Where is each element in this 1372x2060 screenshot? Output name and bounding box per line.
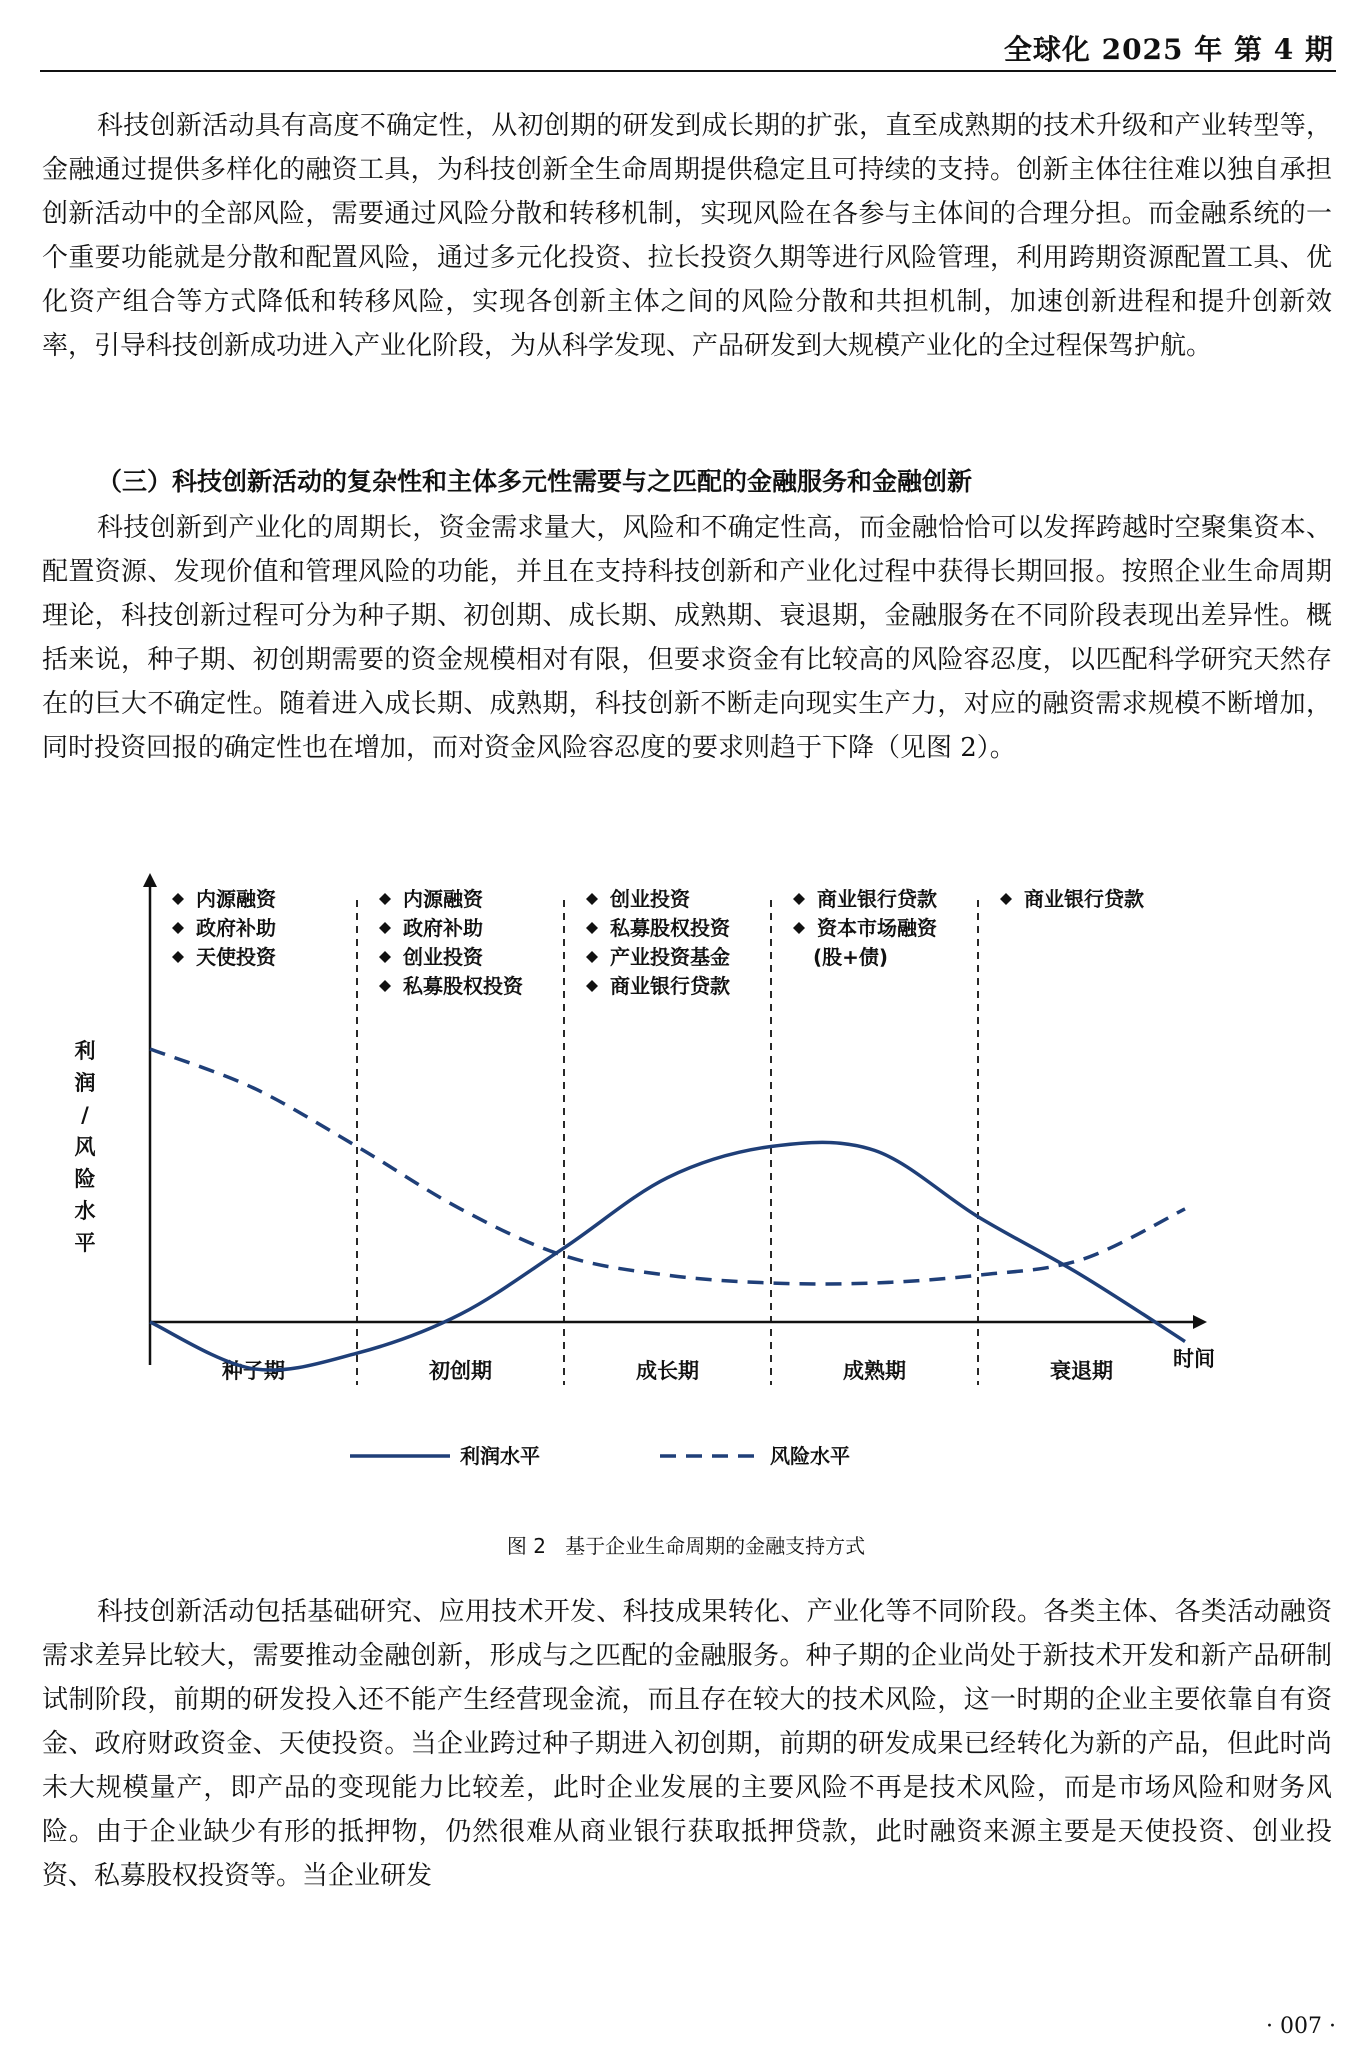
funding-item: (股+债) [813, 945, 889, 969]
bullet-diamond-icon [379, 893, 391, 905]
y-axis-label-char: 平 [74, 1231, 96, 1255]
stage-label: 衰退期 [1050, 1359, 1113, 1383]
bullet-diamond-icon [172, 922, 184, 934]
funding-item: 商业银行贷款 [817, 887, 937, 911]
y-axis-label-char: 利 [74, 1039, 96, 1063]
funding-item: 产业投资基金 [610, 945, 730, 969]
bullet-diamond-icon [172, 951, 184, 963]
bullet-diamond-icon [379, 951, 391, 963]
y-axis-label-char: 险 [74, 1167, 96, 1191]
x-axis-label: 时间 [1173, 1347, 1215, 1371]
y-axis-label-char: 水 [74, 1199, 96, 1223]
stage-label: 初创期 [429, 1359, 492, 1383]
funding-item: 商业银行贷款 [1024, 887, 1144, 911]
funding-item: 内源融资 [403, 887, 483, 911]
figure-2-chart [74, 860, 1275, 1510]
funding-item: 商业银行贷款 [610, 974, 730, 998]
funding-item: 政府补助 [196, 916, 276, 940]
journal-title: 全球化 2025 年 第 4 期 [1003, 33, 1334, 66]
bullet-diamond-icon [586, 893, 598, 905]
bullet-diamond-icon [586, 980, 598, 992]
legend-label: 利润水平 [460, 1444, 540, 1468]
y-axis-label-char: / [81, 1103, 89, 1127]
stage-label: 种子期 [222, 1359, 285, 1383]
paragraph-2: 科技创新到产业化的周期长，资金需求量大，风险和不确定性高，而金融恰恰可以发挥跨越时空聚集资本、配置资源、发现价值和管理风险的功能，并且在支持科技创新和产业化过程中获得长期回报。按照企业生命周期理论，科技创新过程可分为种子期、初创期、成长期、成熟期、衰退期，金融服务在不同阶段表现出差异性。概括来说，种子期、初创期需要的资金规模相对有限，但要求资金有比较高的风险容忍度，以匹配科学研究天然存在的巨大不确定性。随着进入成长期、成熟期，科技创新不断走向现实生产力，对应的融资需求规模不断增加，同时投资回报的确定性也在增加，而对资金风险容忍度的要求则趋于下降（见图 2）。 [42, 513, 1332, 763]
stage-label: 成熟期 [843, 1359, 906, 1383]
funding-item: 创业投资 [403, 945, 483, 969]
bullet-diamond-icon [586, 922, 598, 934]
funding-item: 政府补助 [403, 916, 483, 940]
funding-item: 天使投资 [196, 945, 276, 969]
bullet-diamond-icon [172, 893, 184, 905]
y-axis-label-char: 润 [74, 1071, 96, 1095]
funding-item: 私募股权投资 [610, 916, 730, 940]
page-header [40, 22, 1336, 66]
section-heading: （三）科技创新活动的复杂性和主体多元性需要与之匹配的金融服务和金融创新 [97, 467, 973, 496]
lifecycle-chart-svg [74, 860, 1275, 1510]
paragraph-1: 科技创新活动具有高度不确定性，从初创期的研发到成长期的扩张，直至成熟期的技术升级和产业转型等，金融通过提供多样化的融资工具，为科技创新全生命周期提供稳定且可持续的支持。创新主体往往难以独自承担创新活动中的全部风险，需要通过风险分散和转移机制，实现风险在各参与主体间的合理分担。而金融系统的一个重要功能就是分散和配置风险，通过多元化投资、拉长投资久期等进行风险管理，利用跨期资源配置工具、优化资产组合等方式降低和转移风险，实现各创新主体之间的风险分散和共担机制，加速创新进程和提升创新效率，引导科技创新成功进入产业化阶段，为从科学发现、产品研发到大规模产业化的全过程保驾护航。 [42, 111, 1332, 361]
funding-item: 私募股权投资 [403, 974, 523, 998]
paragraph-3: 科技创新活动包括基础研究、应用技术开发、科技成果转化、产业化等不同阶段。各类主体、各类活动融资需求差异比较大，需要推动金融创新，形成与之匹配的金融服务。种子期的企业尚处于新技术开发和新产品研制试制阶段，前期的研发投入还不能产生经营现金流，而且存在较大的技术风险，这一时期的企业主要依靠自有资金、政府财政资金、天使投资。当企业跨过种子期进入初创期，前期的研发成果已经转化为新的产品，但此时尚未大规模量产，即产品的变现能力比较差，此时企业发展的主要风险不再是技术风险，而是市场风险和财务风险。由于企业缺少有形的抵押物，仍然很难从商业银行获取抵押贷款，此时融资来源主要是天使投资、创业投资、私募股权投资等。当企业研发 [42, 1597, 1332, 1891]
funding-item: 创业投资 [610, 887, 690, 911]
y-axis-label-char: 风 [74, 1135, 96, 1159]
bullet-diamond-icon [793, 922, 805, 934]
header-rule [40, 70, 1336, 72]
bullet-diamond-icon [379, 922, 391, 934]
bullet-diamond-icon [586, 951, 598, 963]
risk-level-line [150, 1049, 1185, 1284]
bullet-diamond-icon [793, 893, 805, 905]
profit-level-line [150, 1142, 1185, 1370]
bullet-diamond-icon [1000, 893, 1012, 905]
bullet-diamond-icon [379, 980, 391, 992]
funding-item: 内源融资 [196, 887, 276, 911]
figure-caption: 图 2 基于企业生命周期的金融支持方式 [506, 1534, 866, 1558]
stage-label: 成长期 [636, 1359, 699, 1383]
funding-item: 资本市场融资 [817, 916, 937, 940]
page-number: · 007 · [1266, 2014, 1336, 2039]
legend-label: 风险水平 [770, 1444, 850, 1468]
